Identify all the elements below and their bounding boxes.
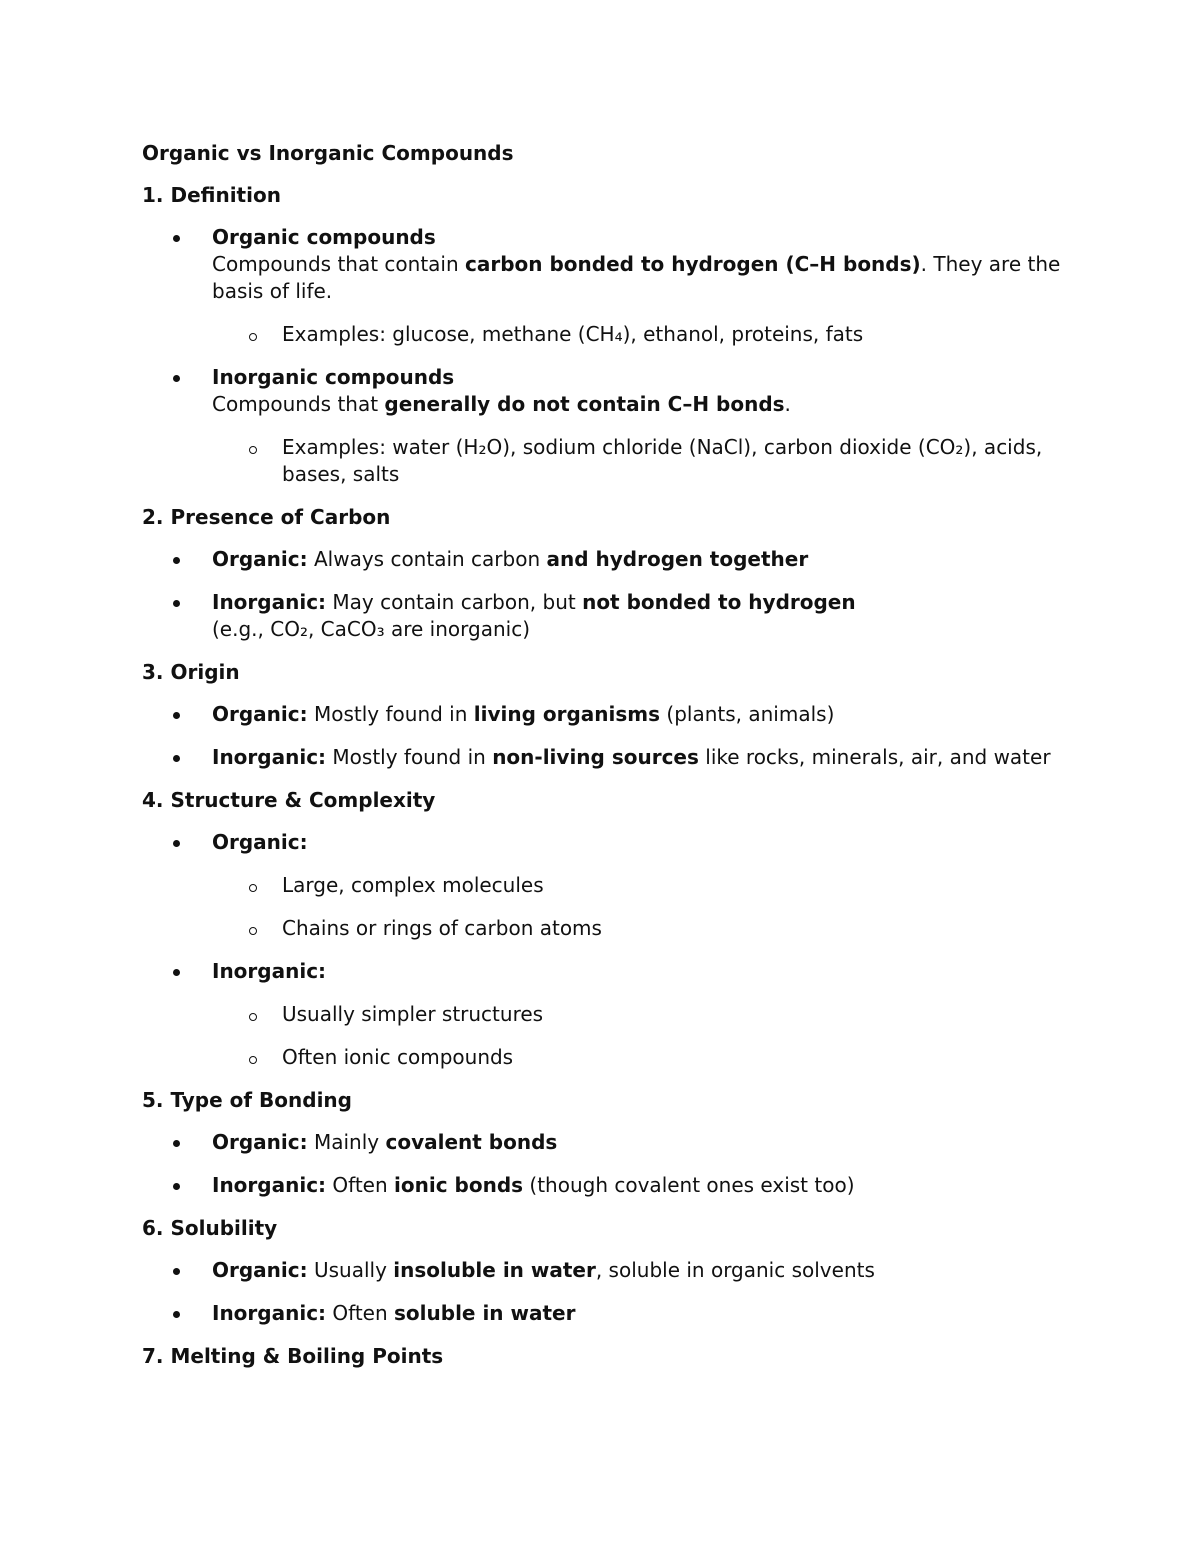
text: Compounds that bbox=[212, 392, 385, 416]
text: Compounds that contain bbox=[212, 252, 466, 276]
list-item-inorganic-origin bbox=[142, 744, 1062, 771]
list-item-organic-structure bbox=[142, 829, 1062, 856]
bullet-icon bbox=[173, 1268, 180, 1275]
text: Usually bbox=[307, 1258, 394, 1282]
text: Mainly bbox=[307, 1130, 386, 1154]
hollow-bullet-icon bbox=[249, 927, 257, 935]
item-label: Inorganic: bbox=[212, 959, 327, 983]
text: May contain carbon, but bbox=[326, 590, 583, 614]
item-label: Organic: bbox=[212, 702, 308, 726]
item-label: Organic: bbox=[212, 1258, 308, 1282]
sub-item bbox=[142, 915, 1062, 942]
list-item-inorganic-solubility bbox=[142, 1300, 1062, 1327]
bullet-icon bbox=[173, 969, 180, 976]
text: . They are the basis of life. bbox=[212, 252, 1061, 303]
emphasis: not bonded to hydrogen bbox=[582, 590, 856, 614]
emphasis: covalent bonds bbox=[385, 1130, 558, 1154]
list-item-inorganic-structure bbox=[142, 958, 1062, 985]
emphasis: living organisms bbox=[473, 702, 661, 726]
emphasis: non-living sources bbox=[492, 745, 699, 769]
document-title: Organic vs Inorganic Compounds bbox=[142, 141, 514, 165]
section-heading-origin: 3. Origin bbox=[142, 660, 240, 684]
section-heading-solubility: 6. Solubility bbox=[142, 1216, 278, 1240]
hollow-bullet-icon bbox=[249, 884, 257, 892]
text: (plants, animals) bbox=[660, 702, 835, 726]
bullet-icon bbox=[173, 557, 180, 564]
text: , soluble in organic solvents bbox=[595, 1258, 875, 1282]
sub-item-text: Examples: glucose, methane (CH₄), ethanol, proteins, fats bbox=[282, 322, 864, 346]
sub-item-text: Chains or rings of carbon atoms bbox=[282, 916, 602, 940]
bullet-icon bbox=[173, 712, 180, 719]
emphasis: ionic bonds bbox=[394, 1173, 524, 1197]
document-page bbox=[142, 140, 1062, 1385]
bullet-icon bbox=[173, 1140, 180, 1147]
item-label: Organic: bbox=[212, 1130, 308, 1154]
item-label: Inorganic: bbox=[212, 745, 327, 769]
item-description bbox=[212, 391, 1062, 418]
item-label: Organic compounds bbox=[212, 225, 436, 249]
item-label: Inorganic: bbox=[212, 590, 327, 614]
item-note: (e.g., CO₂, CaCO₃ are inorganic) bbox=[212, 617, 530, 641]
sub-item bbox=[142, 1044, 1062, 1071]
list-item-organic-bonding bbox=[142, 1129, 1062, 1156]
sub-item-organic-examples bbox=[142, 321, 1062, 348]
bullet-icon bbox=[173, 235, 180, 242]
item-label: Organic: bbox=[212, 830, 308, 854]
list-item-inorganic-bonding bbox=[142, 1172, 1062, 1199]
text: Mostly found in bbox=[326, 745, 493, 769]
item-label: Inorganic: bbox=[212, 1173, 327, 1197]
bullet-icon bbox=[173, 1311, 180, 1318]
bullet-icon bbox=[173, 375, 180, 382]
sub-item-text: Usually simpler structures bbox=[282, 1002, 544, 1026]
sub-item bbox=[142, 1001, 1062, 1028]
bullet-icon bbox=[173, 840, 180, 847]
hollow-bullet-icon bbox=[249, 1013, 257, 1021]
list-item-organic-definition bbox=[142, 224, 1062, 305]
text: Always contain carbon bbox=[307, 547, 547, 571]
hollow-bullet-icon bbox=[249, 1056, 257, 1064]
sub-item bbox=[142, 872, 1062, 899]
text: like rocks, minerals, air, and water bbox=[698, 745, 1051, 769]
bullet-icon bbox=[173, 600, 180, 607]
item-label: Organic: bbox=[212, 547, 308, 571]
text: (though covalent ones exist too) bbox=[523, 1173, 855, 1197]
sub-item-inorganic-examples bbox=[142, 434, 1062, 488]
list-item-organic-carbon bbox=[142, 546, 1062, 573]
bullet-icon bbox=[173, 1183, 180, 1190]
item-description bbox=[212, 251, 1062, 305]
list-item-organic-solubility bbox=[142, 1257, 1062, 1284]
text: . bbox=[784, 392, 791, 416]
emphasis: carbon bonded to hydrogen (C–H bonds) bbox=[465, 252, 921, 276]
section-heading-melting-boiling: 7. Melting & Boiling Points bbox=[142, 1344, 444, 1368]
section-heading-bonding: 5. Type of Bonding bbox=[142, 1088, 352, 1112]
text: Often bbox=[326, 1301, 395, 1325]
item-label: Inorganic: bbox=[212, 1301, 327, 1325]
sub-item-text: Large, complex molecules bbox=[282, 873, 544, 897]
emphasis: insoluble in water bbox=[393, 1258, 596, 1282]
text: Mostly found in bbox=[307, 702, 474, 726]
emphasis: and hydrogen together bbox=[546, 547, 809, 571]
section-heading-structure: 4. Structure & Complexity bbox=[142, 788, 436, 812]
sub-item-text: Often ionic compounds bbox=[282, 1045, 514, 1069]
list-item-inorganic-carbon bbox=[142, 589, 1062, 643]
text: Often bbox=[326, 1173, 395, 1197]
emphasis: soluble in water bbox=[394, 1301, 576, 1325]
list-item-inorganic-definition bbox=[142, 364, 1062, 418]
list-item-organic-origin bbox=[142, 701, 1062, 728]
bullet-icon bbox=[173, 755, 180, 762]
sub-item-text: Examples: water (H₂O), sodium chloride (NaCl), carbon dioxide (CO₂), acids, bases, salts bbox=[282, 435, 1043, 486]
emphasis: generally do not contain C–H bonds bbox=[384, 392, 785, 416]
hollow-bullet-icon bbox=[249, 446, 257, 454]
section-heading-definition: 1. Definition bbox=[142, 183, 281, 207]
item-label: Inorganic compounds bbox=[212, 365, 455, 389]
hollow-bullet-icon bbox=[249, 333, 257, 341]
section-heading-presence-of-carbon: 2. Presence of Carbon bbox=[142, 505, 391, 529]
